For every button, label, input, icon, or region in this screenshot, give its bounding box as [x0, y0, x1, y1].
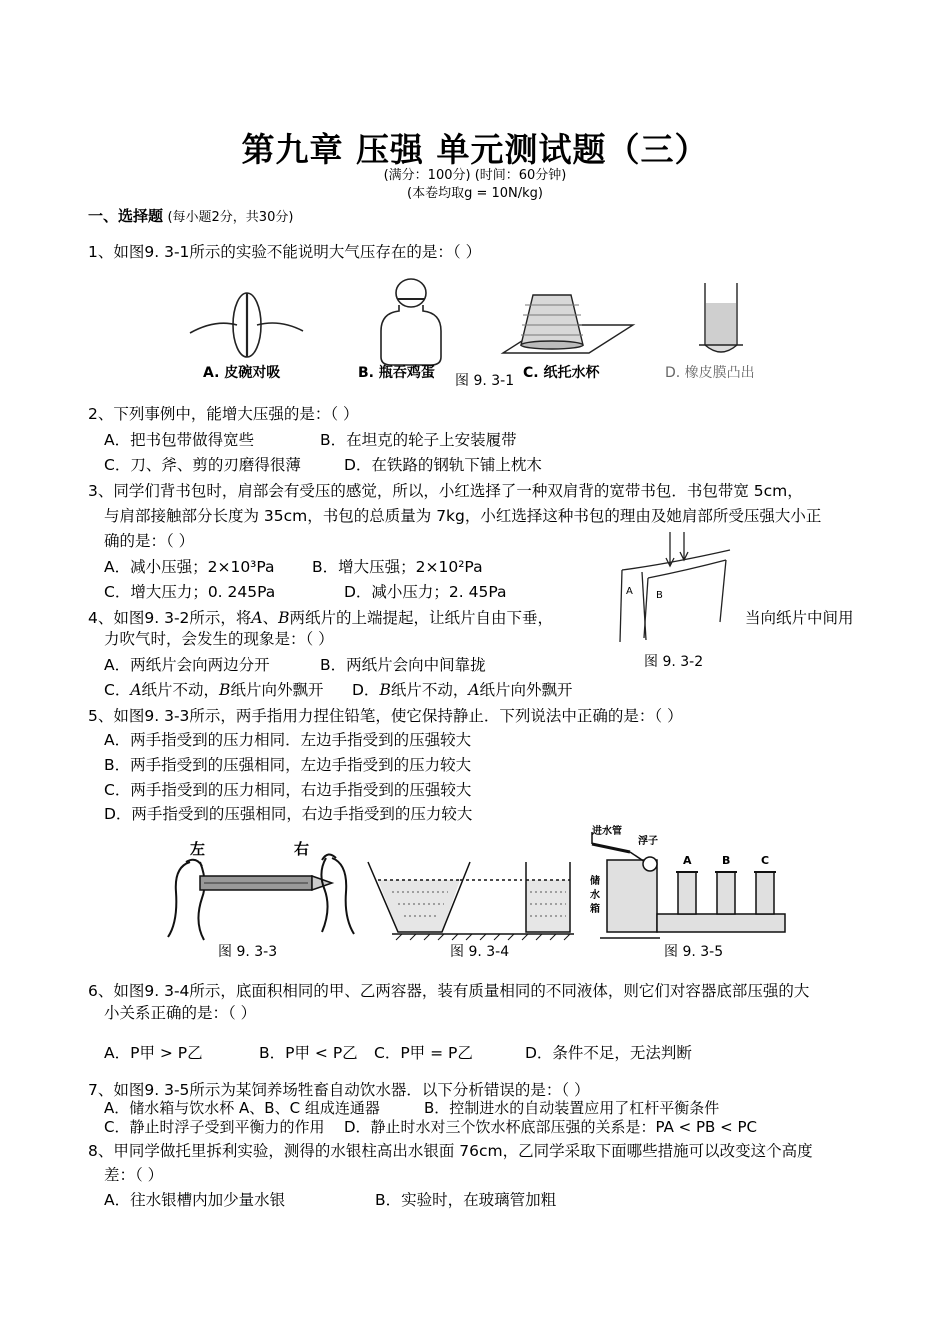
figure-paper-cup [503, 295, 633, 353]
q4-option-a: A．两纸片会向两边分开 [104, 656, 270, 674]
caption-9-3-5: 图 9. 3-5 [664, 944, 724, 960]
q8-option-a: A．往水银槽内加少量水银 [104, 1191, 286, 1209]
q4-line1-part1: 4、如图9. 3-2所示，将 [88, 609, 252, 627]
q8-line1: 8、甲同学做托里拆利实验，测得的水银柱高出水银面 76cm，乙同学采取下面哪些措施可以改变这个高度 [88, 1142, 813, 1160]
q3-line2: 与肩部接触部分长度为 35cm，书包的总质量为 7kg，小红选择这种书包的理由及她肩部所受压强大小正 [104, 507, 822, 525]
caption-9-3-3: 图 9. 3-3 [218, 944, 278, 960]
q4-d-mid: 纸片不动， [390, 681, 469, 699]
figure-water-dispenser [592, 832, 785, 938]
q4-option-c [104, 678, 323, 700]
q6-option-a: A．P甲 > P乙 [104, 1044, 203, 1062]
q4-line1 [88, 606, 553, 628]
figure-row-9-3-3-to-5 [160, 822, 800, 962]
label-a-bowls: A. 皮碗对吸 [203, 365, 281, 381]
figure-9-3-2 [608, 530, 738, 675]
q5-option-c: C．两手指受到的压力相同，右边手指受到的压强较大 [104, 781, 472, 799]
label-c-cup: C. 纸托水杯 [523, 365, 600, 381]
label-b-bottle: B. 瓶吞鸡蛋 [358, 365, 435, 381]
caption-9-3-2: 图 9. 3-2 [644, 654, 704, 670]
q3-line1: 3、同学们背书包时，肩部会有受压的感觉，所以，小红选择了一种双肩背的宽带书包．书包带宽 5cm， [88, 482, 803, 500]
q3-option-d: D．减小压力；2. 45Pa [344, 583, 507, 601]
q2-option-b: B．在坦克的轮子上安装履带 [320, 431, 517, 449]
q3-option-c: C．增大压力；0. 245Pa [104, 583, 276, 601]
section-label: 一、选择题 [88, 207, 164, 225]
section-heading [88, 205, 293, 226]
q4-line1-part2: 两纸片的上端提起，让纸片自由下垂， [289, 609, 554, 627]
q6-line1: 6、如图9. 3-4所示，底面积相同的甲、乙两容器，装有质量相同的不同液体，则它们对容器底部压强的大 [88, 982, 810, 1000]
q8-line2: 差：（ ） [104, 1166, 164, 1184]
figure-bottle-egg [381, 279, 441, 365]
q4-d-var-a: A [468, 681, 480, 699]
q2-option-d: D．在铁路的钢轨下铺上枕木 [344, 456, 542, 474]
q7-option-a: A．储水箱与饮水杯 A、B、C 组成连通器 [104, 1099, 380, 1117]
q7-option-c: C．静止时浮子受到平衡力的作用 [104, 1118, 325, 1136]
caption-9-3-4: 图 9. 3-4 [450, 944, 510, 960]
q4-c-mid: 纸片不动， [141, 681, 220, 699]
figure-9-3-1 [185, 275, 785, 390]
paper-a-label: A [626, 586, 633, 597]
label-left: 左 [190, 840, 206, 858]
q4-line2: 力吹气时，会发生的现象是：（ ） [104, 630, 334, 648]
q8-option-b: B．实验时，在玻璃管加粗 [375, 1191, 557, 1209]
q2-option-c: C．刀、斧、剪的刃磨得很薄 [104, 456, 301, 474]
label-cup-c: C [761, 854, 770, 867]
q4-d-var-b: B [379, 681, 391, 699]
label-cup-a: A [683, 854, 692, 867]
q4-c-var-b: B [219, 681, 231, 699]
q6-option-b: B．P甲 < P乙 [259, 1044, 358, 1062]
label-inlet: 进水管 [592, 826, 622, 837]
figure-bowls [190, 293, 303, 357]
figure-rubber-membrane [699, 283, 743, 352]
section-note: (每小题2分，共30分) [167, 210, 294, 225]
q6-option-d: D．条件不足，无法判断 [525, 1044, 692, 1062]
q6-option-c: C．P甲 = P乙 [374, 1044, 473, 1062]
subtitle-g-value: (本卷均取g = 10N/kg) [407, 186, 543, 201]
q4-line1-tail: 当向纸片中间用 [745, 609, 854, 627]
q5-option-a: A．两手指受到的压力相同．左边手指受到的压强较大 [104, 731, 472, 749]
q4-d-post: 纸片向外飘开 [479, 681, 573, 699]
q6-line2: 小关系正确的是：（ ） [104, 1004, 257, 1022]
q5-option-d: D．两手指受到的压强相同，右边手指受到的压力较大 [104, 805, 473, 823]
q4-c-var-a: A [130, 681, 142, 699]
q3-option-a: A．减小压强；2×10³Pa [104, 558, 275, 576]
q3-line3: 确的是：（ ） [104, 532, 195, 550]
q7-option-b: B．控制进水的自动装置应用了杠杆平衡条件 [424, 1099, 720, 1117]
paper-b-label: B [656, 590, 663, 601]
q7-text: 7、如图9. 3-5所示为某饲养场牲畜自动饮水器．以下分析错误的是：（ ） [88, 1081, 590, 1099]
q3-option-b: B．增大压强；2×10²Pa [312, 558, 483, 576]
caption-9-3-1: 图 9. 3-1 [455, 373, 515, 389]
q2-option-a: A．把书包带做得宽些 [104, 431, 255, 449]
figure-pencil-fingers [168, 854, 354, 940]
label-right: 右 [294, 840, 310, 858]
page-title: 第九章 压强 单元测试题（三） [241, 130, 709, 169]
q4-var-a: A [251, 609, 263, 627]
q4-c-post: 纸片向外飘开 [230, 681, 324, 699]
q5-text: 5、如图9. 3-3所示，两手指用力捏住铅笔，使它保持静止．下列说法中正确的是：（ ） [88, 707, 683, 725]
q4-c-prefix: C． [104, 681, 131, 699]
q7-option-d: D．静止时水对三个饮水杯底部压强的关系是：PA < PB < PC [344, 1118, 757, 1136]
q4-d-prefix: D． [352, 681, 380, 699]
q2-text: 2、下列事例中，能增大压强的是：（ ） [88, 405, 359, 423]
subtitle-score-time: (满分：100分) (时间：60分钟) [383, 168, 567, 183]
q4-sep: 、 [262, 609, 279, 627]
label-tank-3: 箱 [590, 904, 600, 915]
label-float: 浮子 [638, 836, 658, 847]
q4-var-b: B [278, 609, 290, 627]
q4-option-d [352, 678, 573, 700]
label-tank-2: 水 [590, 890, 600, 901]
q4-option-b: B．两纸片会向中间靠拢 [320, 656, 486, 674]
label-tank-1: 储 [590, 876, 600, 887]
q5-option-b: B．两手指受到的压强相同，左边手指受到的压力较大 [104, 756, 472, 774]
label-d-membrane: D. 橡皮膜凸出 [665, 365, 755, 381]
label-cup-b: B [722, 854, 731, 867]
figure-two-containers [368, 862, 574, 940]
q1-text: 1、如图9. 3-1所示的实验不能说明大气压存在的是：（ ） [88, 243, 482, 261]
